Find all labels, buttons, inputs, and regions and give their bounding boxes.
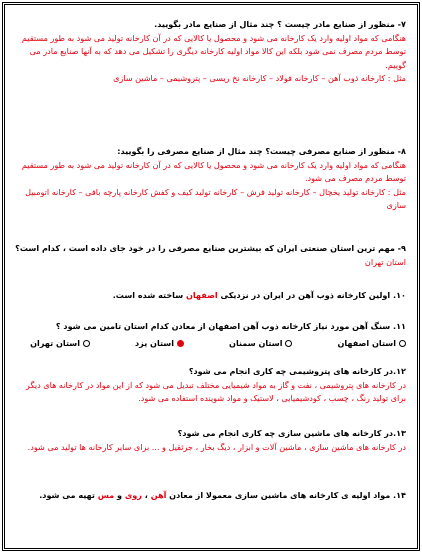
answer-text: هنگامی که مواد اولیه وارد یک کارخانه می شود و محصول یا کالایی که در آن کارخانه تولید می شود به طور مستقیم توسط مردم مصرف می شود. [21,159,406,184]
question-text: ۸- منظور از صنایع مصرفی چیست؟ چند مثال از صنایع مصرفی را بگویید: [117,146,406,156]
question-14 [14,489,406,503]
question-text: ۷- منظور از صنایع مادر چیست ؟ چند مثال از صنایع مادر بگویید. [154,19,406,29]
option-label: استان یزد [135,337,175,348]
option-label: استان تهران [30,337,80,348]
question-text: ۱۴. مواد اولیه ی کارخانه های ماشین سازی معمولا از معادن [166,490,406,500]
answer-examples: مثل : کارخانه تولید یخچال – کارخانه تولید فرش – کارخانه تولید کیف و کفش کارخانه پارچه بافی – کارخانه اتومبیل سازی [25,186,406,211]
radio-button[interactable] [285,340,292,347]
question-12 [14,365,406,406]
question-7 [14,18,406,86]
question-text: ۱۲.در کارخانه های پتروشیمی چه کاری انجام می شود؟ [188,366,406,376]
question-text: ۱۱. سنگ آهن مورد نیاز کارخانه ذوب آهن اصفهان از معادن کدام استان تامین می شود ؟ [55,321,406,331]
answer-text: هنگامی که مواد اولیه وارد یک کارخانه می شود و محصول یا کالایی که در آن کارخانه تولید می شود به طور مستقیم توسط مردم مصرف نمی شود بلکه این کالا مواد اولیه کارخانه دیگری را تشکیل می دهد که به آنها صنایع مادر می گوییم. [21,32,406,70]
question-text: ۱۰. اولین کارخانه ذوب آهن در ایران در نزدیکی [217,290,406,300]
question-text: ۱۳.در کارخانه های ماشین سازی چه کاری انجام می شود؟ [177,428,406,438]
radio-button-selected[interactable] [177,340,184,347]
option-4[interactable] [30,337,90,351]
answer-text: در کارخانه های ماشین سازی ، ماشین آلات و ابزار ، دیگ بخار ، جرثقیل و ... برای سایر کارخانه ها تولید می شود. [27,441,406,452]
separator: و [114,490,125,500]
option-1[interactable] [337,337,406,351]
question-8 [14,145,406,213]
option-label: استان سمنان [229,337,283,348]
question-11 [14,320,406,350]
question-text-end: ساخته شده است. [112,290,186,300]
radio-button[interactable] [399,340,406,347]
answer-text: در کارخانه های پتروشیمی ، نفت و گاز به مواد شیمیایی مختلف تبدیل می شود که از این مواد در کارخانه های دیگر برای تولید رنگ ، چسب ، کودشیمیایی ، لاستیک و مواد شوینده استفاده می شود. [25,379,406,404]
question-text-end: تهیه می شود. [39,490,98,500]
radio-button[interactable] [83,340,90,347]
option-3[interactable] [135,337,184,351]
answer-text: استان تهران [364,256,406,267]
question-13 [14,427,406,454]
answer-highlight-3: مس [97,490,115,500]
question-9 [14,242,406,269]
option-2[interactable] [229,337,292,351]
question-text: ۹- مهم ترین استان صنعتی ایران که بیشترین صنایع مصرفی را در خود جای داده است ، کدام است؟ [15,243,406,253]
option-label: استان اصفهان [337,337,396,348]
answer-highlight-1: آهن [150,490,167,500]
options-row [14,337,406,351]
separator: ، [141,490,151,500]
answer-highlight: اصفهان [185,290,218,300]
answer-examples: مثل : کارخانه ذوب آهن – کارخانه فولاد – کارخانه نخ ریسی – پتروشیمی – ماشین سازی [113,73,406,84]
worksheet-page [2,2,420,551]
answer-highlight-2: روی [124,490,142,500]
question-10 [14,289,406,303]
